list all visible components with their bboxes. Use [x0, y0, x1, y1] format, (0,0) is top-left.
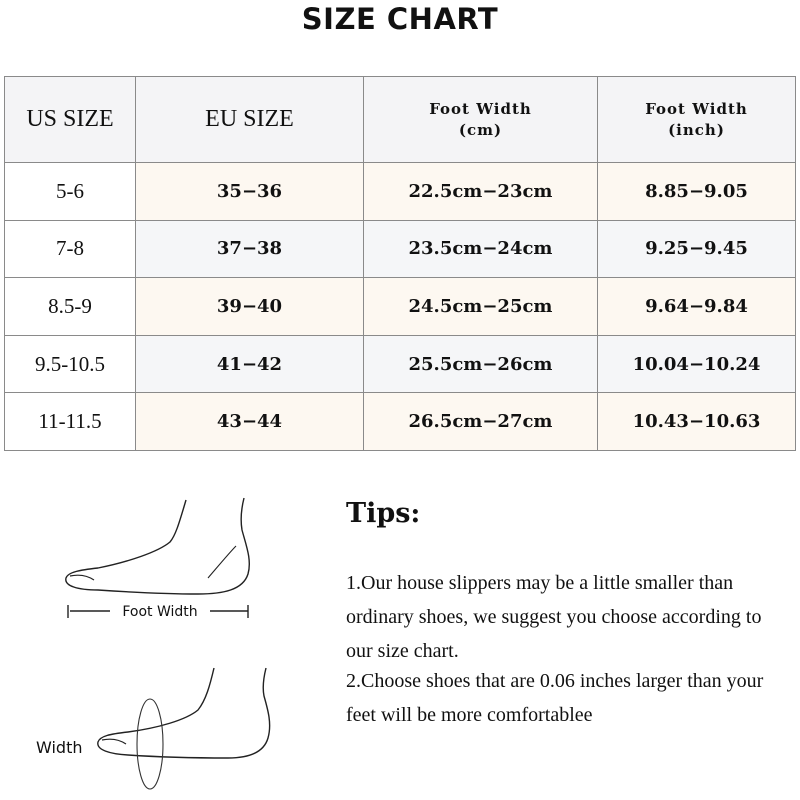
us-size-cell: 9.5-10.5 [5, 335, 136, 393]
eu-size-cell: 39−40 [136, 278, 364, 336]
table-row [5, 278, 796, 336]
toe-line [102, 739, 126, 744]
us-size-cell: 8.5-9 [5, 278, 136, 336]
toe-line [70, 575, 94, 580]
foot-width-diagram [58, 490, 278, 630]
header-us-size: US SIZE [5, 77, 136, 163]
foot-width-inch-cell: 10.04−10.24 [598, 335, 796, 393]
foot-width-inch-cell: 9.64−9.84 [598, 278, 796, 336]
eu-size-cell: 43−44 [136, 393, 364, 451]
foot-width-cm-cell: 26.5cm−27cm [364, 393, 598, 451]
us-size-cell: 11-11.5 [5, 393, 136, 451]
table-row [5, 393, 796, 451]
tip-1: 1.Our house slippers may be a little smaller than ordinary shoes, we suggest you choose according to our size chart. [346, 572, 762, 662]
eu-size-cell: 41−42 [136, 335, 364, 393]
table-header-row [5, 77, 796, 163]
width-loop [137, 699, 163, 789]
table-row [5, 163, 796, 221]
us-size-cell: 7-8 [5, 220, 136, 278]
header-eu-size: EU SIZE [136, 77, 364, 163]
width-diagram [28, 660, 288, 795]
header-foot-width-inch: Foot Width (inch) [598, 77, 796, 163]
foot-width-cm-cell: 25.5cm−26cm [364, 335, 598, 393]
ankle-line [208, 546, 236, 578]
page-title: SIZE CHART [301, 2, 499, 36]
size-chart-table [4, 76, 796, 451]
foot-width-cm-cell: 24.5cm−25cm [364, 278, 598, 336]
tips-heading: Tips: [346, 498, 421, 529]
us-size-cell: 5-6 [5, 163, 136, 221]
header-foot-width-cm: Foot Width (cm) [364, 77, 598, 163]
foot-width-inch-cell: 9.25−9.45 [598, 220, 796, 278]
foot-width-label: Foot Width [122, 604, 198, 620]
eu-size-cell: 37−38 [136, 220, 364, 278]
foot-width-cm-cell: 23.5cm−24cm [364, 220, 598, 278]
foot-width-cm-cell: 22.5cm−23cm [364, 163, 598, 221]
eu-size-cell: 35−36 [136, 163, 364, 221]
foot-width-inch-cell: 8.85−9.05 [598, 163, 796, 221]
foot-outline [98, 668, 270, 758]
foot-width-inch-cell: 10.43−10.63 [598, 393, 796, 451]
width-label: Width [36, 738, 83, 757]
table-row [5, 335, 796, 393]
tip-2: 2.Choose shoes that are 0.06 inches larger than your feet will be more comfortablee [346, 670, 764, 726]
table-row [5, 220, 796, 278]
